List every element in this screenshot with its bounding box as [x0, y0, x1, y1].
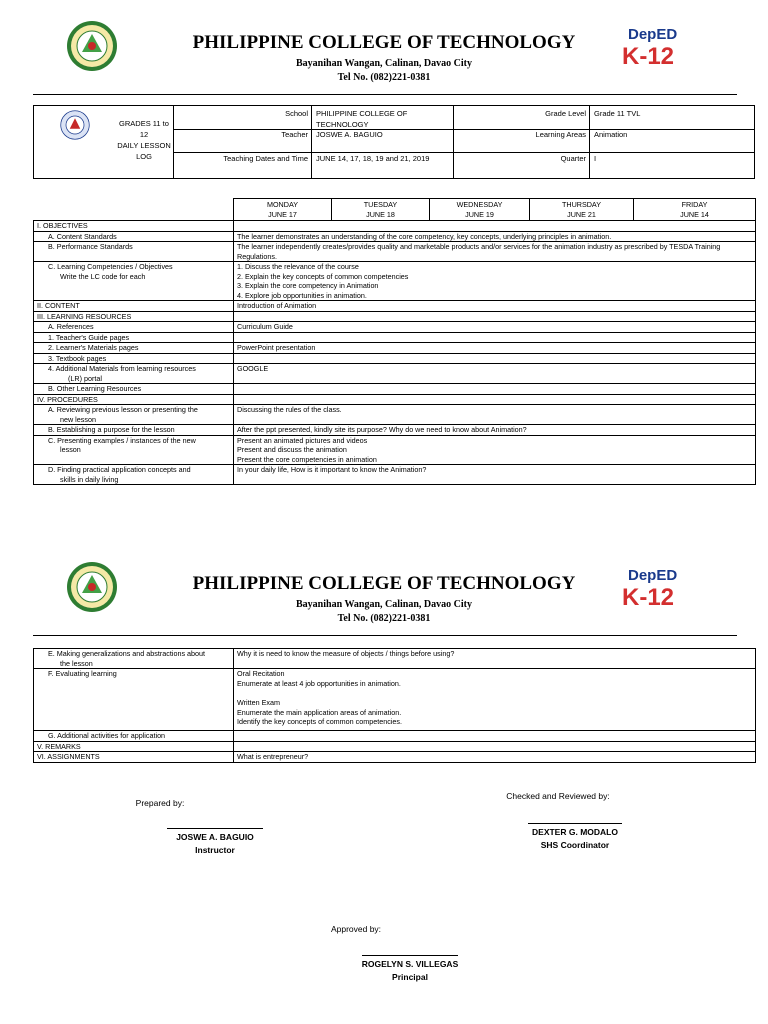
table-row: VI. ASSIGNMENTS What is entrepreneur? [34, 752, 756, 763]
table-row: I. OBJECTIVES [34, 221, 756, 232]
table-row: B. Other Learning Resources [34, 384, 756, 395]
table-row: D. Finding practical application concepts and skills in daily living In your daily life, How is it important to know the Animation? [34, 465, 756, 485]
deped-k12-logo-icon [620, 563, 710, 609]
dll-table-part2 [33, 648, 756, 763]
school-address: Bayanihan Wangan, Calinan, Davao City [296, 58, 472, 69]
table-row: 2. Learner's Materials pages PowerPoint presentation [34, 343, 756, 354]
teacher-label: Teacher [281, 130, 308, 139]
pa-label: A. Reviewing previous lesson or presenting the new lesson [34, 405, 234, 425]
checked-by-block: DEXTER G. MODALO SHS Coordinator [520, 823, 630, 850]
approved-by-label: Approved by: [330, 924, 382, 934]
table-row: IV. PROCEDURES [34, 394, 756, 405]
svg-text:DepED: DepED [628, 567, 678, 584]
checked-by-label: Checked and Reviewed by: [506, 791, 610, 801]
day-tuesday: TUESDAY JUNE 18 [332, 199, 430, 221]
table-row: II. CONTENT Introduction of Animation [34, 301, 756, 312]
school-name: PHILIPPINE COLLEGE OF TECHNOLOGY [192, 573, 576, 594]
quarter-label: Quarter [560, 154, 586, 163]
pe-label: E. Making generalizations and abstractions about the lesson [34, 649, 234, 669]
school-label: School [285, 109, 308, 118]
day-wednesday: WEDNESDAY JUNE 19 [430, 199, 530, 221]
prepared-by-block: JOSWE A. BAGUIO Instructor [155, 828, 275, 855]
dates-label: Teaching Dates and Time [223, 154, 308, 163]
quarter-value: I [594, 154, 597, 163]
day-friday: FRIDAY JUNE 14 [634, 199, 756, 221]
approved-by-block: ROGELYN S. VILLEGAS Principal [348, 955, 472, 982]
svg-text:K-12: K-12 [622, 584, 675, 609]
header-rule [33, 635, 737, 636]
days-header-row [34, 199, 756, 221]
table-row [34, 262, 756, 301]
table-row: 1. Teacher's Guide pages [34, 332, 756, 343]
lc-label: C. Learning Competencies / Objectives Write the LC code for each [34, 262, 234, 301]
header-rule [33, 94, 737, 95]
table-row: 4. Additional Materials from learning resources (LR) portal GOOGLE [34, 364, 756, 384]
table-row: 3. Textbook pages [34, 353, 756, 364]
table-row: B. Establishing a purpose for the lesson After the ppt presented, kindly site its purpose? Why do we need to know about Animation? [34, 425, 756, 436]
school-tel: Tel No. (082)221-0381 [337, 613, 431, 624]
school-address: Bayanihan Wangan, Calinan, Davao City [296, 599, 472, 610]
table-row [34, 435, 756, 465]
pc-label: C. Presenting examples / instances of the new lesson [34, 435, 234, 465]
am-label: 4. Additional Materials from learning resources (LR) portal [34, 364, 234, 384]
pd-label: D. Finding practical application concepts and skills in daily living [34, 465, 234, 485]
school-tel: Tel No. (082)221-0381 [337, 72, 431, 83]
day-thursday: THURSDAY JUNE 21 [530, 199, 634, 221]
table-row: B. Performance Standards The learner independently creates/provides quality and marketable products and/or services for the animation industry as prescribed by TESDA Training Regulations. [34, 242, 756, 262]
grade-level-value: Grade 11 TVL [594, 109, 641, 118]
learning-areas-value: Animation [594, 130, 628, 139]
grades-label: GRADES 11 to 12 DAILY LESSON LOG [117, 119, 171, 161]
table-row: A. Content Standards The learner demonstrates an understanding of the core competency, key concepts, underlying principles in animation. [34, 231, 756, 242]
teacher-value: JOSWE A. BAGUIO [316, 130, 383, 139]
table-row: A. Reviewing previous lesson or presenting the new lesson Discussing the rules of the class. [34, 405, 756, 425]
lc-values: 1. Discuss the relevance of the course 2. Explain the key concepts of common competencies 3. Explain the core competency in Animation 4. Explore job opportunities in animation. [234, 262, 756, 301]
pc-values: Present an animated pictures and videos Present and discuss the animation Present the core competencies in animation [234, 435, 756, 465]
pf-values: Oral Recitation Enumerate at least 4 job opportunities in animation. Written Exam Enumerate the main application areas of animation. Identify the key concepts of common competencies. [234, 669, 756, 731]
dll-table-part1 [33, 198, 756, 485]
dates-value: JUNE 14, 17, 18, 19 and 21, 2019 [316, 154, 430, 163]
deped-k12-logo-icon [620, 22, 710, 68]
table-row: V. REMARKS [34, 741, 756, 752]
deped-seal-icon [60, 110, 90, 140]
learning-areas-label: Learning Areas [535, 130, 586, 139]
svg-text:K-12: K-12 [622, 43, 675, 68]
lesson-info-table [33, 105, 755, 179]
table-row: III. LEARNING RESOURCES [34, 311, 756, 322]
prepared-by-label: Prepared by: [135, 798, 185, 808]
table-row: F. Evaluating learning Oral Recitation Enumerate at least 4 job opportunities in animation. Written Exam Enumerate the main application areas of animation. Identify the key concepts of common competencies. [34, 669, 756, 731]
school-value: PHILIPPINE COLLEGE OF TECHNOLOGY [316, 109, 408, 129]
table-row: G. Additional activities for application [34, 731, 756, 742]
table-row: E. Making generalizations and abstractions about the lesson Why it is need to know the measure of objects / things before using? [34, 649, 756, 669]
table-row: A. References Curriculum Guide [34, 322, 756, 333]
school-name: PHILIPPINE COLLEGE OF TECHNOLOGY [192, 32, 576, 53]
svg-text:DepED: DepED [628, 26, 678, 43]
grade-level-label: Grade Level [545, 109, 586, 118]
day-monday: MONDAY JUNE 17 [234, 199, 332, 221]
